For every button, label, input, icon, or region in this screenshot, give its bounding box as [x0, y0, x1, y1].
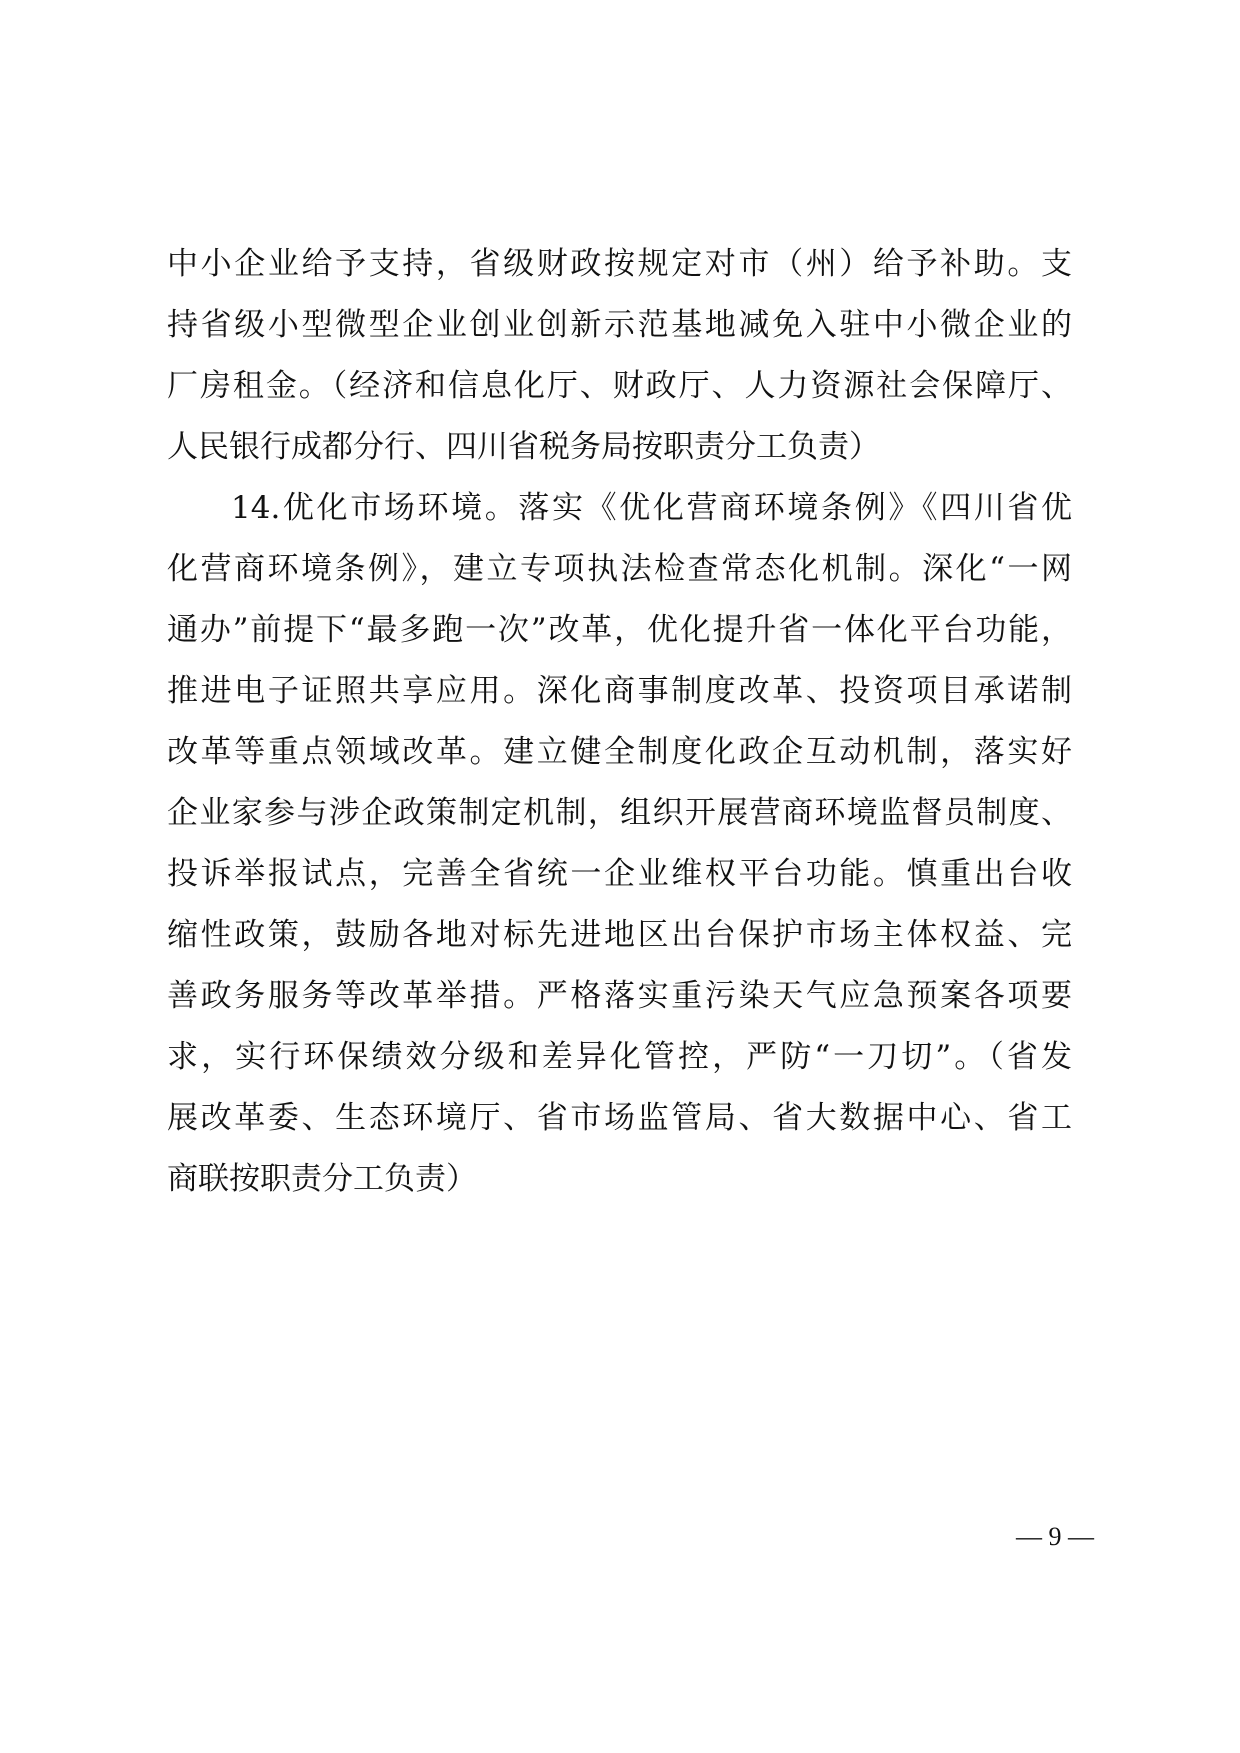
- text-line: 14.优化市场环境。落实《优化营商环境条例》《四川省优: [231, 490, 1072, 526]
- text-line: 善政务服务等改革举措。严格落实重污染天气应急预案各项要: [167, 978, 1072, 1014]
- text-line: 推进电子证照共享应用。深化商事制度改革、投资项目承诺制: [167, 673, 1072, 709]
- text-line: 投诉举报试点，完善全省统一企业维权平台功能。慎重出台收: [167, 856, 1072, 892]
- text-line: 厂房租金。（经济和信息化厅、财政厅、人力资源社会保障厅、: [167, 368, 1072, 404]
- text-line: 中小企业给予支持，省级财政按规定对市（州）给予补助。支: [167, 246, 1072, 282]
- text-line: 展改革委、生态环境厅、省市场监管局、省大数据中心、省工: [167, 1100, 1072, 1136]
- text-line: 企业家参与涉企政策制定机制，组织开展营商环境监督员制度、: [167, 795, 1072, 831]
- page-number: — 9 —: [1016, 1522, 1094, 1551]
- text-line: 改革等重点领域改革。建立健全制度化政企互动机制，落实好: [167, 734, 1072, 770]
- text-line: 通办”前提下“最多跑一次”改革，优化提升省一体化平台功能，: [167, 612, 1072, 648]
- text-line: 人民银行成都分行、四川省税务局按职责分工负责）: [167, 429, 880, 465]
- text-line: 持省级小型微型企业创业创新示范基地减免入驻中小微企业的: [167, 307, 1072, 343]
- paragraph-support-smes: [167, 234, 1072, 478]
- paragraph-optimize-market-environment: [167, 478, 1072, 1210]
- text-line: 化营商环境条例》，建立专项执法检查常态化机制。深化“一网: [167, 551, 1072, 587]
- text-line: 商联按职责分工负责）: [167, 1161, 477, 1197]
- text-line: 缩性政策，鼓励各地对标先进地区出台保护市场主体权益、完: [167, 917, 1072, 953]
- text-line: 求，实行环保绩效分级和差异化管控，严防“一刀切”。（省发: [167, 1039, 1072, 1075]
